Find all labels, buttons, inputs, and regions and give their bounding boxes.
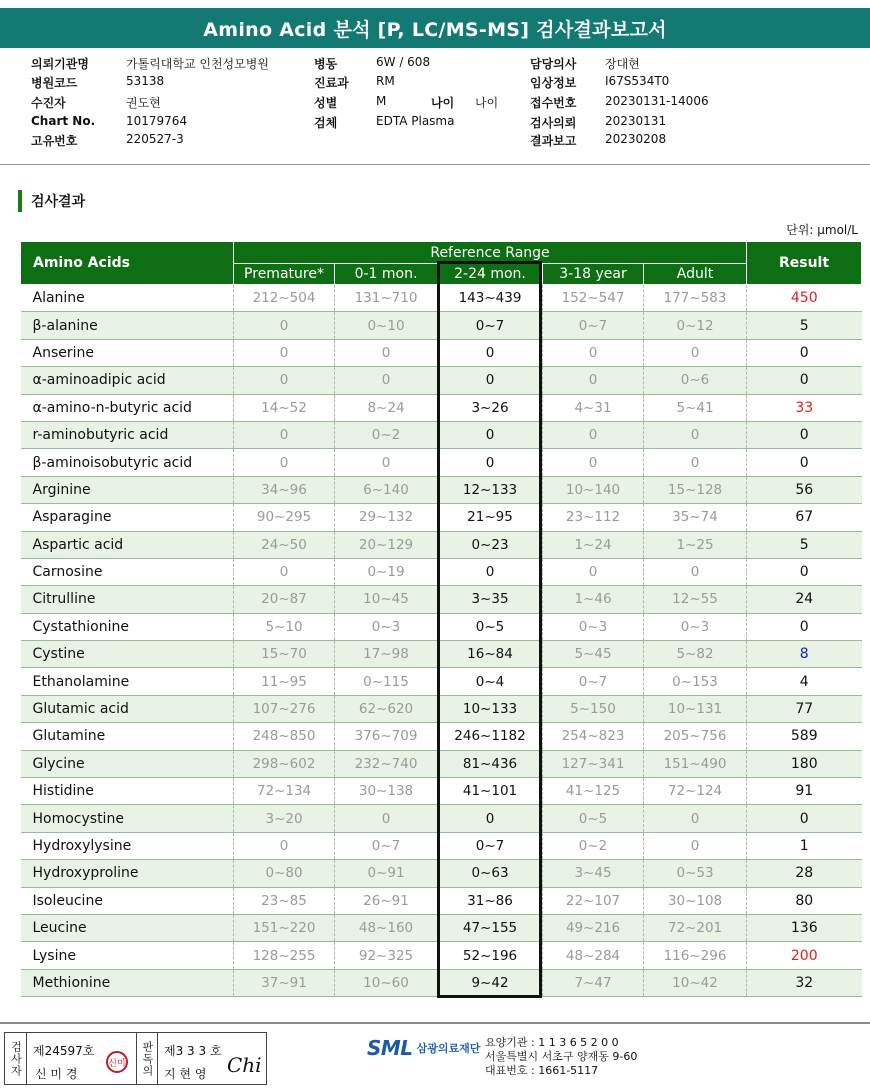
amino-acid-name: α-aminoadipic acid: [21, 367, 234, 394]
result-cell: 0: [747, 613, 862, 640]
reference-range-cell: 0: [644, 339, 747, 366]
reference-range-cell: 0: [335, 339, 438, 366]
reference-range-cell: 246~1182: [438, 723, 543, 750]
table-row: [21, 367, 862, 394]
table-row: [21, 504, 862, 531]
info-label: 고유번호: [31, 134, 78, 148]
result-cell: 91: [747, 778, 862, 805]
info-value: 53138: [126, 74, 165, 88]
reference-range-cell: 10~60: [335, 969, 438, 996]
reference-range-cell: 72~134: [234, 778, 335, 805]
reference-range-cell: 62~620: [335, 695, 438, 722]
amino-acid-name: Citrulline: [21, 586, 234, 613]
reference-range-cell: 1~24: [543, 531, 644, 558]
reference-range-cell: 3~20: [234, 805, 335, 832]
reference-range-cell: 0: [438, 367, 543, 394]
sign-label-reader: 판독의: [136, 1033, 158, 1084]
reference-range-cell: 0~2: [335, 421, 438, 448]
examiner-name: 신 미 경: [35, 1067, 78, 1081]
table-row: [21, 914, 862, 941]
table-row: [21, 312, 862, 339]
table-row: [21, 586, 862, 613]
reference-range-cell: 177~583: [644, 285, 747, 312]
result-cell: 1: [747, 832, 862, 859]
table-row: [21, 832, 862, 859]
amino-acid-name: Ethanolamine: [21, 668, 234, 695]
result-cell: 77: [747, 695, 862, 722]
table-row: [21, 887, 862, 914]
reference-range-cell: 31~86: [438, 887, 543, 914]
amino-acid-name: Glycine: [21, 750, 234, 777]
reference-range-cell: 376~709: [335, 723, 438, 750]
reference-range-cell: 128~255: [234, 942, 335, 969]
reference-range-cell: 37~91: [234, 969, 335, 996]
reference-range-cell: 131~710: [335, 285, 438, 312]
reference-range-cell: 5~45: [543, 641, 644, 668]
table-row: [21, 860, 862, 887]
result-cell: 28: [747, 860, 862, 887]
result-cell: 136: [747, 914, 862, 941]
reference-range-cell: 26~91: [335, 887, 438, 914]
info-value: 10179764: [126, 114, 188, 128]
seal-stamp: 신미: [106, 1051, 128, 1073]
reference-range-cell: 0: [644, 832, 747, 859]
table-row: [21, 421, 862, 448]
reference-range-cell: 22~107: [543, 887, 644, 914]
reference-range-cell: 8~24: [335, 394, 438, 421]
info-value: 가톨릭대학교 인천성모병원: [126, 57, 269, 71]
ref-col-adult: Adult: [644, 264, 747, 285]
amino-acid-name: Arginine: [21, 476, 234, 503]
amino-acid-name: Histidine: [21, 778, 234, 805]
reference-range-cell: 41~125: [543, 778, 644, 805]
amino-acid-name: β-aminoisobutyric acid: [21, 449, 234, 476]
reference-range-cell: 0~115: [335, 668, 438, 695]
reference-range-cell: 12~55: [644, 586, 747, 613]
reference-range-cell: 30~138: [335, 778, 438, 805]
reference-range-cell: 3~45: [543, 860, 644, 887]
reference-range-cell: 0: [234, 421, 335, 448]
reference-range-cell: 29~132: [335, 504, 438, 531]
reference-range-cell: 0~91: [335, 860, 438, 887]
reference-range-cell: 0: [438, 339, 543, 366]
reference-range-cell: 0~4: [438, 668, 543, 695]
reference-range-cell: 107~276: [234, 695, 335, 722]
reference-range-cell: 5~41: [644, 394, 747, 421]
reference-range-cell: 151~490: [644, 750, 747, 777]
reference-range-cell: 47~155: [438, 914, 543, 941]
reference-range-cell: 0: [234, 367, 335, 394]
result-cell: 67: [747, 504, 862, 531]
signature: Chi: [227, 1053, 262, 1077]
reference-range-cell: 205~756: [644, 723, 747, 750]
info-label: Chart No.: [31, 114, 96, 128]
reference-range-cell: 0: [644, 449, 747, 476]
table-row: [21, 531, 862, 558]
ref-col-3-18-year: 3-18 year: [543, 264, 644, 285]
result-cell: 4: [747, 668, 862, 695]
info-label: 성별: [314, 96, 338, 110]
reference-range-cell: 0: [644, 558, 747, 585]
report-title: Amino Acid 분석 [P, LC/MS-MS] 검사결과보고서: [0, 8, 870, 48]
sign-label-examiner: 검사자: [5, 1033, 27, 1084]
reference-range-cell: 0~63: [438, 860, 543, 887]
reference-range-cell: 34~96: [234, 476, 335, 503]
examiner-license: 제24597호: [33, 1044, 95, 1058]
result-cell: 32: [747, 969, 862, 996]
logo-name: 삼광의료재단: [416, 1042, 481, 1055]
result-cell: 80: [747, 887, 862, 914]
table-row: [21, 668, 862, 695]
reference-range-cell: 41~101: [438, 778, 543, 805]
info-value: EDTA Plasma: [376, 114, 455, 128]
info-label: 수진자: [31, 96, 66, 110]
info-label: 검사의뢰: [530, 116, 577, 130]
reference-range-cell: 23~85: [234, 887, 335, 914]
info-value: 220527-3: [126, 132, 184, 146]
reference-range-cell: 0: [438, 449, 543, 476]
reference-range-cell: 0~5: [438, 613, 543, 640]
reference-range-cell: 232~740: [335, 750, 438, 777]
reference-range-cell: 4~31: [543, 394, 644, 421]
reader-name: 지 현 영: [164, 1067, 207, 1081]
result-cell: 5: [747, 531, 862, 558]
reference-range-cell: 0: [335, 367, 438, 394]
reference-range-cell: 14~52: [234, 394, 335, 421]
result-cell: 180: [747, 750, 862, 777]
reference-range-cell: 49~216: [543, 914, 644, 941]
table-row: [21, 449, 862, 476]
reference-range-cell: 0: [543, 421, 644, 448]
table-row: [21, 723, 862, 750]
info-value: 20230131: [605, 114, 667, 128]
reference-range-cell: 0: [335, 805, 438, 832]
reference-range-cell: 35~74: [644, 504, 747, 531]
reference-range-cell: 0~153: [644, 668, 747, 695]
reference-range-cell: 0: [644, 421, 747, 448]
address-line: 서울특별시 서초구 양재동 9-60: [485, 1050, 638, 1063]
amino-acid-name: Hydroxylysine: [21, 832, 234, 859]
result-cell: 589: [747, 723, 862, 750]
reference-range-cell: 0: [543, 367, 644, 394]
col-result: Result: [747, 242, 862, 285]
col-reference-range: Reference Range: [234, 242, 747, 264]
info-label: 임상정보: [530, 76, 577, 90]
reference-range-cell: 30~108: [644, 887, 747, 914]
reference-range-cell: 21~95: [438, 504, 543, 531]
reference-range-cell: 1~46: [543, 586, 644, 613]
reference-range-cell: 0~23: [438, 531, 543, 558]
ref-col-0-1-mon: 0-1 mon.: [335, 264, 438, 285]
amino-acid-name: Asparagine: [21, 504, 234, 531]
reference-range-cell: 10~140: [543, 476, 644, 503]
address-line: 요양기관 : 1 1 3 6 5 2 0 0: [485, 1036, 619, 1049]
amino-acid-name: Methionine: [21, 969, 234, 996]
ref-col-2-24-mon: 2-24 mon.: [438, 264, 543, 285]
amino-acid-name: Glutamic acid: [21, 695, 234, 722]
reference-range-cell: 0: [234, 339, 335, 366]
amino-acid-name: Aspartic acid: [21, 531, 234, 558]
lab-address: [485, 1036, 637, 1078]
table-row: [21, 750, 862, 777]
amino-acid-name: Alanine: [21, 285, 234, 312]
info-value: 20230131-14006: [605, 94, 709, 108]
reference-range-cell: 212~504: [234, 285, 335, 312]
reference-range-cell: 143~439: [438, 285, 543, 312]
unit-label: 단위: μmol/L: [786, 223, 858, 237]
reference-range-cell: 9~42: [438, 969, 543, 996]
info-value: RM: [376, 74, 395, 88]
reference-range-cell: 72~201: [644, 914, 747, 941]
reference-range-cell: 127~341: [543, 750, 644, 777]
reference-range-cell: 0~3: [543, 613, 644, 640]
reference-range-cell: 0: [335, 449, 438, 476]
result-cell: 0: [747, 558, 862, 585]
reference-range-cell: 10~45: [335, 586, 438, 613]
info-value: M: [376, 94, 387, 108]
result-cell: 33: [747, 394, 862, 421]
info-label: 의뢰기관명: [31, 57, 89, 71]
info-label: 결과보고: [530, 134, 577, 148]
logo-mark: SML: [367, 1036, 413, 1060]
table-row: [21, 339, 862, 366]
patient-info: [0, 50, 870, 165]
table-row: [21, 285, 862, 312]
reference-range-cell: 0~6: [644, 367, 747, 394]
reference-range-cell: 0~12: [644, 312, 747, 339]
signature-box: [4, 1032, 267, 1085]
reference-range-cell: 0: [543, 339, 644, 366]
table-row: [21, 778, 862, 805]
reference-range-cell: 6~140: [335, 476, 438, 503]
result-cell: 0: [747, 421, 862, 448]
reference-range-cell: 0~2: [543, 832, 644, 859]
reference-range-cell: 20~87: [234, 586, 335, 613]
reference-range-cell: 90~295: [234, 504, 335, 531]
info-label: 접수번호: [530, 96, 577, 110]
reference-range-cell: 0: [234, 558, 335, 585]
reference-range-cell: 298~602: [234, 750, 335, 777]
table-row: [21, 641, 862, 668]
result-cell: 0: [747, 449, 862, 476]
amino-acid-name: Glutamine: [21, 723, 234, 750]
result-cell: 0: [747, 339, 862, 366]
amino-acid-name: Cystathionine: [21, 613, 234, 640]
amino-acid-name: Homocystine: [21, 805, 234, 832]
amino-acid-name: α-amino-n-butyric acid: [21, 394, 234, 421]
table-row: [21, 805, 862, 832]
reference-range-cell: 0~7: [438, 832, 543, 859]
info-label: 병동: [314, 57, 338, 71]
reference-range-cell: 0~5: [543, 805, 644, 832]
reference-range-cell: 0~3: [335, 613, 438, 640]
reference-range-cell: 0~19: [335, 558, 438, 585]
reference-range-cell: 17~98: [335, 641, 438, 668]
reference-range-cell: 52~196: [438, 942, 543, 969]
reference-range-cell: 0~7: [543, 668, 644, 695]
table-row: [21, 969, 862, 996]
amino-acid-table: [20, 241, 862, 997]
info-value: 6W / 608: [376, 55, 431, 69]
reference-range-cell: 0~53: [644, 860, 747, 887]
reference-range-cell: 1~25: [644, 531, 747, 558]
amino-acid-name: Hydroxyproline: [21, 860, 234, 887]
sml-logo: [367, 1036, 480, 1060]
info-label: 담당의사: [530, 57, 577, 71]
result-cell: 0: [747, 805, 862, 832]
reference-range-cell: 0: [234, 832, 335, 859]
reference-range-cell: 0: [644, 805, 747, 832]
reference-range-cell: 0: [543, 558, 644, 585]
info-value: 20230208: [605, 132, 667, 146]
reference-range-cell: 15~128: [644, 476, 747, 503]
reference-range-cell: 0~10: [335, 312, 438, 339]
result-cell: 0: [747, 367, 862, 394]
reference-range-cell: 81~436: [438, 750, 543, 777]
reference-range-cell: 0: [543, 449, 644, 476]
reference-range-cell: 0: [438, 421, 543, 448]
reference-range-cell: 0~7: [438, 312, 543, 339]
reference-range-cell: 0~80: [234, 860, 335, 887]
reference-range-cell: 3~35: [438, 586, 543, 613]
reference-range-cell: 0: [234, 449, 335, 476]
result-cell: 450: [747, 285, 862, 312]
footer: [0, 1022, 870, 1092]
result-cell: 5: [747, 312, 862, 339]
reference-range-cell: 10~42: [644, 969, 747, 996]
info-value: 권도현: [126, 96, 161, 110]
table-row: [21, 695, 862, 722]
reference-range-cell: 20~129: [335, 531, 438, 558]
reference-range-cell: 0~7: [543, 312, 644, 339]
result-cell: 56: [747, 476, 862, 503]
amino-acid-name: Carnosine: [21, 558, 234, 585]
age-value: 나이: [475, 96, 499, 110]
table-row: [21, 942, 862, 969]
reference-range-cell: 7~47: [543, 969, 644, 996]
section-title: 검사결과: [18, 190, 85, 212]
age-label: 나이: [431, 96, 455, 110]
info-label: 병원코드: [31, 76, 78, 90]
reference-range-cell: 12~133: [438, 476, 543, 503]
table-row: [21, 613, 862, 640]
reference-range-cell: 0~3: [644, 613, 747, 640]
reference-range-cell: 151~220: [234, 914, 335, 941]
result-cell: 200: [747, 942, 862, 969]
reference-range-cell: 5~82: [644, 641, 747, 668]
reference-range-cell: 254~823: [543, 723, 644, 750]
info-value: I67S534T0: [605, 74, 670, 88]
amino-acid-name: Leucine: [21, 914, 234, 941]
amino-acid-name: β-alanine: [21, 312, 234, 339]
table-row: [21, 476, 862, 503]
reference-range-cell: 10~131: [644, 695, 747, 722]
amino-acid-name: Isoleucine: [21, 887, 234, 914]
reference-range-cell: 116~296: [644, 942, 747, 969]
info-value: 장대현: [605, 57, 640, 71]
reference-range-cell: 0: [438, 558, 543, 585]
info-label: 검체: [314, 116, 338, 130]
reference-range-cell: 23~112: [543, 504, 644, 531]
reference-range-cell: 10~133: [438, 695, 543, 722]
amino-acid-name: Anserine: [21, 339, 234, 366]
reference-range-cell: 92~325: [335, 942, 438, 969]
col-amino-acids: Amino Acids: [21, 242, 234, 285]
reference-range-cell: 5~10: [234, 613, 335, 640]
reference-range-cell: 24~50: [234, 531, 335, 558]
reference-range-cell: 16~84: [438, 641, 543, 668]
amino-acid-name: Cystine: [21, 641, 234, 668]
reference-range-cell: 72~124: [644, 778, 747, 805]
reference-range-cell: 5~150: [543, 695, 644, 722]
info-label: 진료과: [314, 76, 349, 90]
result-cell: 8: [747, 641, 862, 668]
table-row: [21, 394, 862, 421]
ref-col-premature: Premature*: [234, 264, 335, 285]
reference-range-cell: 15~70: [234, 641, 335, 668]
table-row: [21, 558, 862, 585]
amino-acid-name: r-aminobutyric acid: [21, 421, 234, 448]
reference-range-cell: 248~850: [234, 723, 335, 750]
reference-range-cell: 48~160: [335, 914, 438, 941]
amino-acid-name: Lysine: [21, 942, 234, 969]
reader-license: 제3 3 3 호: [164, 1044, 222, 1058]
address-line: 대표번호 : 1661-5117: [485, 1064, 599, 1077]
result-cell: 24: [747, 586, 862, 613]
reference-range-cell: 0: [438, 805, 543, 832]
reference-range-cell: 0: [234, 312, 335, 339]
reference-range-cell: 152~547: [543, 285, 644, 312]
reference-range-cell: 11~95: [234, 668, 335, 695]
reference-range-cell: 48~284: [543, 942, 644, 969]
reference-range-cell: 3~26: [438, 394, 543, 421]
reference-range-cell: 0~7: [335, 832, 438, 859]
